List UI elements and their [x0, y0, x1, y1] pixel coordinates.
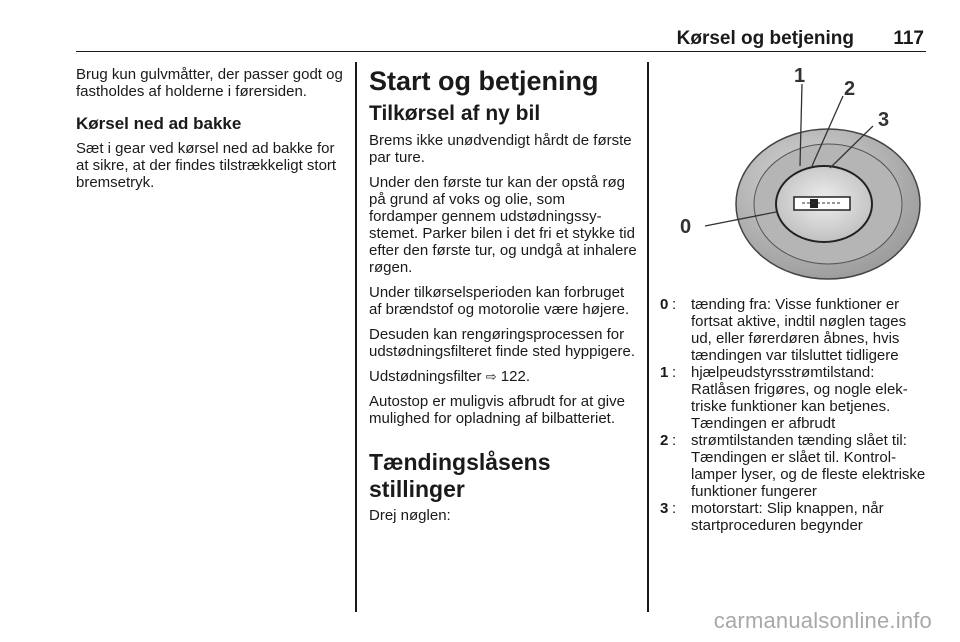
header-title: Kørsel og betjening [676, 28, 854, 49]
legend-key: 0 [660, 296, 669, 313]
legend-text: tænding fra: Visse funktioner er fortsat aktive, indtil nøglen tages ud, eller førerdøren åbnes, hvis tændingen var tilsluttet tidligere [691, 296, 907, 364]
paragraph: Autostop er muligvis afbrudt for at give mulighed for opladning af bilbatteriet. [369, 393, 625, 427]
page-header [76, 22, 926, 52]
paragraph: Desuden kan rengøringsprocessen for udstødningsfilteret finde sted hyppigere. [369, 326, 635, 360]
section-heading: Kørsel ned ad bakke [76, 114, 242, 133]
legend-key: 1 [660, 364, 669, 381]
reference-text: Udstødningsfilter [369, 368, 482, 385]
legend-item [660, 432, 930, 500]
section-text: Sæt i gear ved kørsel ned ad bakke for at sikre, at der findes tilstrækkeligt stort bremsetryk. [76, 140, 337, 191]
position-label-3: 3 [878, 109, 890, 131]
position-label-1: 1 [794, 66, 806, 87]
legend-separator: : [672, 364, 677, 381]
section-heading: Tilkørsel af ny bil [369, 102, 541, 125]
legend-separator: : [672, 296, 677, 313]
legend-key: 2 [660, 432, 669, 449]
paragraph: Brems ikke unødvendigt hårdt de første par ture. [369, 132, 632, 166]
column-divider [355, 62, 357, 612]
paragraph: Under tilkørselsperioden kan forbruget af brændstof og motorolie være højere. [369, 284, 630, 318]
column-divider [647, 62, 649, 612]
page-number: 117 [893, 28, 924, 49]
legend-separator: : [672, 500, 677, 517]
reference-page: 122. [500, 368, 530, 385]
legend-text: motorstart: Slip knappen, når startproceduren begynder [691, 500, 884, 534]
legend-key: 3 [660, 500, 669, 517]
chapter-heading: Start og betjening [369, 66, 599, 96]
section-heading: Tændingslåsens stillinger [369, 449, 551, 502]
ignition-switch-figure [660, 66, 926, 284]
legend-separator: : [672, 432, 677, 449]
position-label-2: 2 [844, 78, 856, 100]
position-legend [660, 296, 930, 534]
column-left [76, 66, 348, 199]
column-right [660, 66, 930, 534]
paragraph: Under den første tur kan der opstå røg på grund af voks og olie, som fordamper gennem udstødningssystemet. Parker bilen i det fri et stykke tid efter den første tur, og undgå at inhalere røgen. [369, 174, 637, 276]
legend-text: strømtilstanden tænding slået til: Tændingen er slået til. Kontrollamper lyser, og de fleste elektriske funktioner fungerer [691, 432, 926, 500]
legend-text: hjælpeudstyrsstrømtilstand: Ratlåsen frigøres, og nogle elektriske funktioner kan betjenes. Tændingen er afbrudt [691, 364, 908, 432]
cross-reference [369, 368, 637, 385]
watermark[interactable]: carmanualsonline.info [713, 608, 932, 633]
intro-text: Brug kun gulvmåtter, der passer godt og fastholdes af holderne i førersiden. [76, 66, 343, 100]
column-middle [369, 66, 637, 532]
arrow-right-icon: ⇨ [485, 369, 497, 384]
position-label-0: 0 [680, 216, 692, 238]
paragraph: Drej nøglen: [369, 507, 451, 524]
legend-item [660, 500, 930, 534]
legend-item [660, 364, 930, 432]
legend-item [660, 296, 930, 364]
ignition-switch-illustration [660, 66, 926, 284]
